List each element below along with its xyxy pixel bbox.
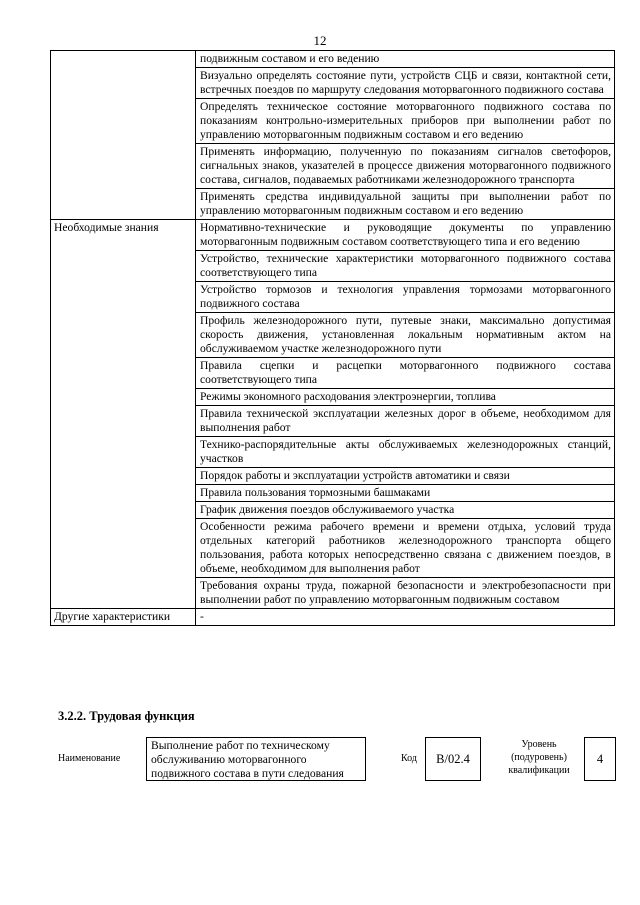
skill-cell: Применять информацию, полученную по показаниям сигналов светофоров, сигнальных знаков, указателей в процессе движения моторвагонного подвижного состава, сигналов, подаваемых работниками железнодорожного транспорта	[196, 144, 615, 189]
function-name-label: Наименование	[58, 753, 121, 764]
skill-cell: подвижным составом и его ведению	[196, 51, 615, 68]
page-number: 12	[313, 33, 327, 48]
knowledge-cell: Режимы экономного расходования электроэнергии, топлива	[196, 389, 615, 406]
table-row	[51, 51, 615, 68]
knowledge-cell: Правила технической эксплуатации железных дорог в объеме, необходимом для выполнения работ	[196, 406, 615, 437]
qualification-level-label: Уровень (подуровень) квалификации	[508, 739, 570, 776]
skill-cell: Визуально определять состояние пути, устройств СЦБ и связи, контактной сети, встречных поездов по маршруту следования моторвагонного подвижного состава	[196, 68, 615, 99]
knowledge-cell: Правила сцепки и расцепки моторвагонного подвижного состава соответствующего типа	[196, 358, 615, 389]
row-label-cell	[51, 51, 196, 220]
skill-cell: Применять средства индивидуальной защиты при выполнении работ по управлению моторвагонным подвижным составом и его ведению	[196, 189, 615, 220]
code-label: Код	[401, 753, 417, 764]
knowledge-cell: Нормативно-технические и руководящие документы по управлению моторвагонным подвижным составом соответствующего типа и его ведению	[196, 220, 615, 251]
other-characteristics-value: -	[196, 609, 615, 626]
knowledge-cell: Порядок работы и эксплуатации устройств автоматики и связи	[196, 468, 615, 485]
table-row	[51, 609, 615, 626]
code-value: B/02.4	[425, 737, 481, 781]
knowledge-cell: Профиль железнодорожного пути, путевые знаки, максимально допустимая скорость движения, установленная локальным нормативным актом на обслуживаемом участке железнодорожного пути	[196, 313, 615, 358]
knowledge-cell: График движения поездов обслуживаемого участка	[196, 502, 615, 519]
knowledge-cell: Устройство тормозов и технология управления тормозами моторвагонного подвижного состава	[196, 282, 615, 313]
table-row	[51, 220, 615, 251]
competency-table	[50, 50, 615, 626]
knowledge-cell: Устройство, технические характеристики моторвагонного подвижного состава соответствующего типа	[196, 251, 615, 282]
required-knowledge-label: Необходимые знания	[51, 220, 196, 609]
other-characteristics-label: Другие характеристики	[51, 609, 196, 626]
qualification-level-value: 4	[584, 737, 616, 781]
knowledge-cell: Особенности режима рабочего времени и времени отдыха, условий труда отдельных категорий работников железнодорожного транспорта общего пользования, работа которых непосредственно связана с движением поездов, в объеме, необходимом для выполнения работ	[196, 519, 615, 578]
skill-cell: Определять техническое состояние моторвагонного подвижного состава по показаниям контрольно-измерительных приборов при выполнении работ по управлению моторвагонным подвижным составом и его ведению	[196, 99, 615, 144]
knowledge-cell: Правила пользования тормозными башмаками	[196, 485, 615, 502]
function-name-value: Выполнение работ по техническому обслуживанию моторвагонного подвижного состава в пути следования	[146, 737, 366, 781]
section-heading: 3.2.2. Трудовая функция	[58, 709, 195, 723]
knowledge-cell: Требования охраны труда, пожарной безопасности и электробезопасности при выполнении работ по управлению моторвагонным подвижным составом	[196, 578, 615, 609]
knowledge-cell: Технико-распорядительные акты обслуживаемых железнодорожных станций, участков	[196, 437, 615, 468]
